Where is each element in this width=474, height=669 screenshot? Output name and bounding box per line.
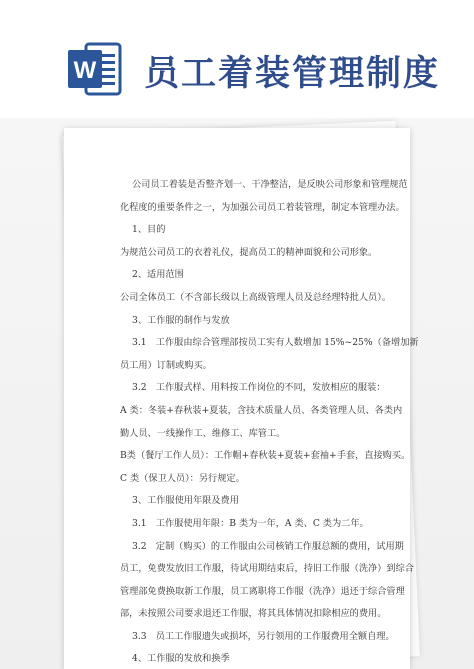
page-title: 员工着装管理制度 (144, 53, 441, 94)
document-line: 3.2 工作服式样、用料按工作岗位的不同，发放相应的服装： (132, 382, 386, 394)
document-line: 勤人员、一线操作工、维修工、库管工。 (120, 427, 286, 439)
document-line: 化程度的重要条件之一，为加强公司员工着装管理，制定本管理办法。 (120, 201, 405, 213)
document-line: 3、工作服的制作与发放 (132, 314, 230, 326)
document-line: 1、目的 (132, 224, 166, 236)
document-line: B类（餐厅工作人员）：工作帽+春秋装+夏装+套袖+手套，直接购买。 (120, 450, 411, 462)
document-line: 管理部免费换取新工作服，员工离职将工作服（洗净）退还于综合管理 (120, 585, 405, 597)
document-line: 公司员工着装是否整齐划一、干净整洁，是反映公司形象和管理规范 (132, 179, 408, 190)
document-line: 3.2 定制（购买）的工作服由公司核销工作服总额的费用，试用期 (132, 540, 404, 552)
document-line: 部，未按照公司要求退还工作服，将其具体情况扣除相应的费用。 (120, 608, 387, 620)
document-line: A 类：冬装+春秋装+夏装，含技术质量人员、各类管理人员、各类内 (120, 404, 403, 416)
document-line: 3.1 工作服使用年限：B 类为一年，A 类、C 类为二年。 (132, 517, 369, 529)
document-line: C 类（保卫人员）：另行规定。 (120, 472, 245, 484)
word-icon-letter: W (73, 57, 97, 84)
document-line: 3.3 员工工作服遗失或损坏，另行领用的工作服费用全额自理。 (132, 630, 395, 642)
document-line: 3.1 工作服由综合管理部按员工实有人数增加 15%~25%（备增加新 (132, 337, 419, 349)
document-line: 员工用）订制或购买。 (120, 359, 212, 371)
document-page (64, 128, 419, 669)
document-line: 2、适用范围 (132, 269, 184, 281)
document-line: 4、工作服的发放和换季 (132, 653, 230, 665)
header (0, 0, 474, 120)
document-line: 员工，免费发放旧工作服，待试用期结束后，持旧工作服（洗净）到综合 (120, 563, 414, 575)
document-line: 为规范公司员工的衣着礼仪，提高员工的精神面貌和公司形象。 (120, 246, 378, 258)
document-line: 公司全体员工（不含部长级以上高级管理人员及总经理特批人员）。 (120, 291, 392, 303)
word-document-icon (66, 40, 124, 98)
document-line: 3、工作服使用年限及费用 (132, 495, 239, 507)
